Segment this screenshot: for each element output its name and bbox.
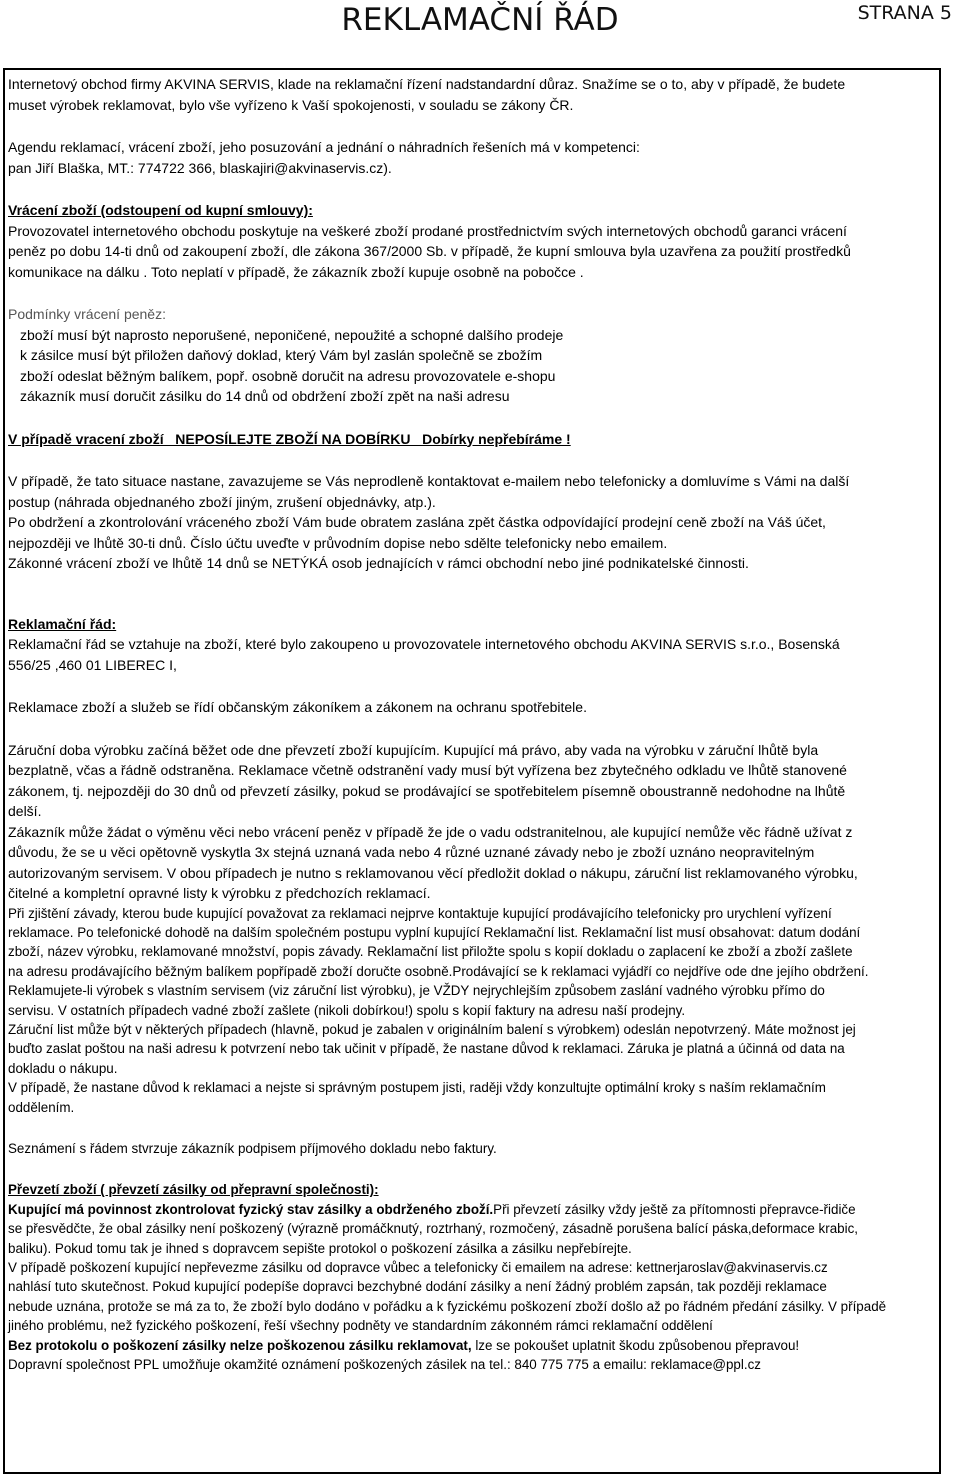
claims-heading: Reklamační řád: — [8, 615, 117, 632]
warranty-line: Zákazník může žádat o výměnu věci nebo vrácení peněz v případě že jde o vadu odstranitelnou, ale kupující nemůže věc řádně užívat z — [8, 823, 853, 840]
page-title: REKLAMAČNÍ ŘÁD — [341, 2, 619, 38]
cod-warning: V případě vracení zboží NEPOSÍLEJTE ZBOŽÍ NA DOBÍRKU Dobírky nepřebíráme ! — [8, 430, 571, 447]
condition-item: zboží odeslat běžným balíkem, popř. osobně doručit na adresu provozovatele e-shopu — [20, 367, 556, 384]
procedure-line: servisu. V ostatních případech vadné zboží zašlete (nikoli dobírkou!) spolu s kopií faktury na adresu naší prodejny. — [8, 1002, 686, 1018]
intro-line: Internetový obchod firmy AKVINA SERVIS, klade na reklamační řízení nadstandardní důraz. Snažíme se o to, aby v případě, že budete — [8, 76, 846, 92]
refund-line: Po obdržení a zkontrolování vráceného zboží Vám bude obratem zaslána zpět částka odpovídající prodejní ceně zboží na Váš účet, — [8, 514, 826, 530]
procedure-line: Záruční list může být v některých případech (hlavně, pokud je zabalen v originálním balení s výrobkem) odeslán nepotvrzený. Máte možnost jej — [8, 1021, 856, 1037]
procedure-line: na adresu prodávajícího běžným balíkem popřípadě zboží doručte osobně.Prodávající se k reklamaci vyjádří co nejdříve ode dne jejího obdržení. — [8, 963, 869, 979]
return-line: komunikace na dálku . Toto neplatí v případě, že zákazník zboží kupuje osobně na pobočce . — [8, 263, 584, 280]
delivery-text: Při převzetí zásilky vždy ještě za přítomnosti přepravce-řidiče — [493, 1201, 856, 1217]
intro-line: Agendu reklamací, vrácení zboží, jeho posuzování a jednání o náhradních řešeních má v kompetenci: — [8, 139, 640, 155]
delivery-heading: Převzetí zboží ( převzetí zásilky od přepravní společnosti): — [8, 1182, 379, 1198]
condition-item: zákazník musí doručit zásilku do 14 dnů od obdržení zboží zpět na naši adresu — [20, 388, 510, 404]
claims-line: Reklamační řád se vztahuje na zboží, které bylo zakoupeno u provozovatele internetového obchodu AKVINA SERVIS s.r.o., Bosenská — [8, 636, 840, 652]
procedure-line: buďto zaslat poštou na naši adresu k potvrzení nebo tak učinit v případě, že nastane důvod k reklamaci. Záruka je platná a účinná od data na — [8, 1041, 845, 1057]
warranty-line: autorizovaným servisem. V obou případech je nutno s reklamovanou věcí předložit doklad o nákupu, záruční list reklamovaného výrobku, — [8, 864, 858, 881]
procedure-line: Při zjištění závady, kterou bude kupující považovat za reklamaci nejprve kontaktuje kupující prodávajícího telefonicky pro urychlení vyřízení — [8, 905, 832, 921]
warranty-line: Záruční doba výrobku začíná běžet ode dne převzetí zboží kupujícím. Kupující má právo, aby vada na výrobku v záruční lhůtě byla — [8, 741, 819, 758]
condition-item: zboží musí být naprosto neporušené, neponičené, nepoužité a schopné dalšího prodeje — [20, 326, 564, 343]
warranty-line: bezplatně, včas a řádně odstraněna. Reklamace včetně odstranění vady musí být vyřízena bez zbytečného odkladu ve lhůtě stanovené — [8, 762, 847, 778]
procedure-line: Reklamujete-li výrobek s vlastním servisem (viz záruční list výrobku), je VŽDY nejrychlejším způsobem zaslání vadného výrobku přímo do — [8, 983, 825, 999]
procedure-line: reklamace. Po telefonické dohodě na dalším společném postupu vyplní kupující Reklamační list. Reklamační list musí obsahovat: datum dodání — [8, 924, 861, 940]
warranty-line: čitelné a kompletní opravné listy k výrobku z předchozích reklamací. — [8, 885, 431, 901]
refund-line: V případě, že tato situace nastane, zavazujeme se Vás neprodleně kontaktovat e-mailem nebo telefonicky a domluvíme s Vámi na další — [8, 473, 850, 489]
document-body — [8, 74, 953, 1374]
warranty-line: důvodu, že se u věci opětovně vyskytla 3x stejná uznaná vada nebo 4 různé uznané závady nebo je zboží uznáno neopravitelným — [8, 844, 815, 860]
delivery-line: se přesvědčte, že obal zásilky není poškozený (výrazně promáčknutý, roztrhaný, rozmočený, zásadně porušena balící páska,deformace krabic, — [8, 1221, 858, 1237]
delivery-line: nebude uznána, protože se má za to, že zboží bylo dodáno v pořádku a k fyzickému poškození zboží došlo až po řádném předání zásilky. V případě — [8, 1298, 887, 1314]
return-heading: Vrácení zboží (odstoupení od kupní smlouvy): — [8, 202, 313, 218]
procedure-line: dokladu o nákupu. — [8, 1060, 118, 1076]
return-line: peněz po dobu 14-ti dnů od zakoupení zboží, dle zákona 367/2000 Sb. v případě, že kupní smlouva byla uzavřena za použití prostředků — [8, 243, 851, 259]
delivery-line: jiného problému, než fyzického poškození, řeší všechny podněty ve standardním zákonném rámci reklamační oddělení — [8, 1318, 713, 1334]
claims-line: 556/25 ,460 01 LIBEREC I, — [8, 656, 177, 673]
delivery-line — [8, 1336, 953, 1355]
delivery-bold-text: Kupující má povinnost zkontrolovat fyzický stav zásilky a obdrženého zboží. — [8, 1201, 494, 1217]
claims-line: Reklamace zboží a služeb se řídí občanským zákoníkem a zákonem na ochranu spotřebitele. — [8, 699, 587, 715]
intro-line: pan Jiří Blaška, MT.: 774722 366, blaskajiri@akvinaservis.cz). — [8, 159, 392, 176]
conditions-heading: Podmínky vrácení peněz: — [8, 306, 166, 322]
page-number: STRANA 5 — [857, 2, 952, 24]
delivery-line: Dopravní společnost PPL umožňuje okamžité oznámení poškozených zásilek na tel.: 840 775 775 a emailu: reklamace@ppl.cz — [8, 1357, 761, 1373]
refund-line: nejpozději ve lhůtě 30-ti dnů. Číslo účtu uveďte v průvodním dopise nebo sdělte telefonicky nebo emailem. — [8, 534, 668, 551]
refund-line: Zákonné vrácení zboží ve lhůtě 14 dnů se NETÝKÁ osob jednajících v rámci obchodní nebo jiné podnikatelské činnosti. — [8, 555, 749, 571]
procedure-line: V případě, že nastane důvod k reklamaci a nejste si správným postupem jisti, raději vždy konzultujte optimální kroky s naším reklamačním — [8, 1080, 826, 1096]
refund-line: postup (náhrada objednaného zboží jiným, zrušení objednávky, atp.). — [8, 493, 436, 510]
intro-line: muset výrobek reklamovat, bylo vše vyřízeno k Vaší spokojenosti, v souladu se zákony ČR. — [8, 96, 574, 113]
delivery-text: lze se pokoušet uplatnit škodu způsobenou přepravou! — [471, 1337, 800, 1353]
warranty-line: zákonem, tj. nejpozději do 30 dnů od převzetí zásilky, pokud se prodávající se spotřebitelem písemně oboustranně nedohodne na lhůtě — [8, 782, 846, 799]
delivery-line: baliku). Pokud tomu tak je ihned s dopravcem sepište protokol o poškození zásilka a zásilku nepřebírejte. — [8, 1240, 632, 1256]
acknowledgement-line: Seznámení s řádem stvrzuje zákazník podpisem příjmového dokladu nebo faktury. — [8, 1140, 497, 1156]
return-line: Provozovatel internetového obchodu poskytuje na veškeré zboží prodané prostřednictvím svých internetových obchodů garanci vrácení — [8, 222, 847, 239]
delivery-line — [8, 1200, 953, 1219]
delivery-line: nahlásí tuto skutečnost. Pokud kupující podepíše dopravci bezchybné dodání zásilky a není žádný problém zapsán, tak později reklamace — [8, 1279, 827, 1295]
delivery-bold-text: Bez protokolu o poškození zásilky nelze poškozenou zásilku reklamovat, — [8, 1337, 472, 1353]
warranty-line: delší. — [8, 803, 42, 819]
procedure-line: oddělením. — [8, 1099, 75, 1115]
delivery-line: V případě poškození kupující nepřevezme zásilku od dopravce vůbec a telefonicky či emailem na adrese: kettnerjaroslav@akvinaservis.cz — [8, 1260, 828, 1275]
condition-item: k zásilce musí být přiložen daňový doklad, který Vám byl zaslán společně se zbožím — [20, 347, 543, 363]
procedure-line: zboží, název výrobku, reklamované množství, popis závady. Reklamační list přiložte spolu s kopií dokladu o zaplacení ke zboží a zboží zašlete — [8, 944, 853, 960]
